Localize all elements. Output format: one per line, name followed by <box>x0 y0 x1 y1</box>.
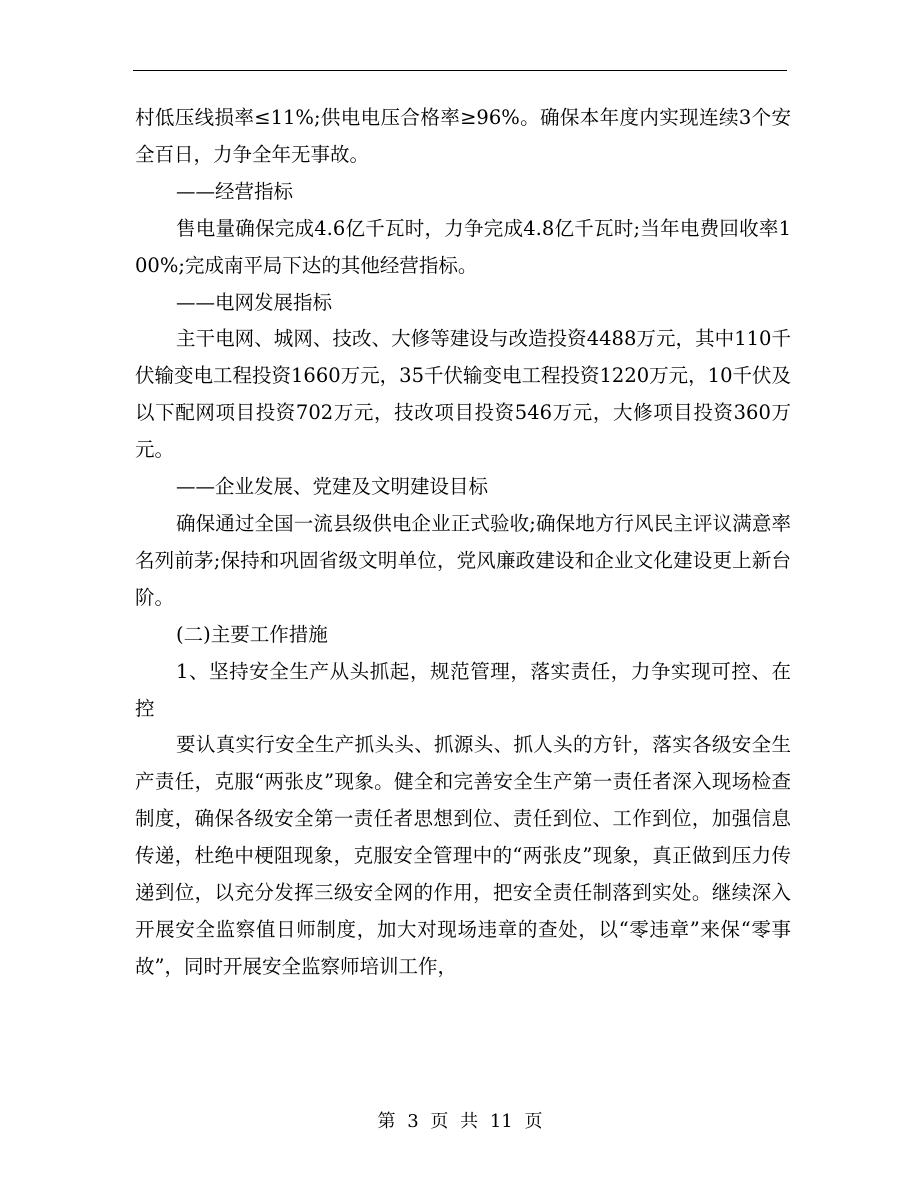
paragraph: 主干电网、城网、技改、大修等建设与改造投资4488万元，其中110千伏输变电工程投资1660万元，35千伏输变电工程投资1220万元，10千伏及以下配网项目投资702万元，技改项目投资546万元，大修项目投资360万元。 <box>135 327 791 462</box>
paragraph: 售电量确保完成4.6亿千瓦时，力争完成4.8亿千瓦时;当年电费回收率100%;完成南平局下达的其他经营指标。 <box>135 216 791 277</box>
paragraph: 确保通过全国一流县级供电企业正式验收;确保地方行风民主评议满意率名列前茅;保持和巩固省级文明单位，党风廉政建设和企业文化建设更上新台阶。 <box>135 511 791 609</box>
section-heading: (二)主要工作措施 <box>176 622 328 646</box>
paragraph: 要认真实行安全生产抓头头、抓源头、抓人头的方针，落实各级安全生产责任，克服“两张皮”现象。健全和完善安全生产第一责任者深入现场检查制度，确保各级安全第一责任者思想到位、责任到位、工作到位，加强信息传递，杜绝中梗阻现象，克服安全管理中的“两张皮”现象，真正做到压力传递到位，以充分发挥三级安全网的作用，把安全责任制落到实处。继续深入开展安全监察值日师制度，加大对现场违章的查处，以“零违章”来保“零事故”，同时开展安全监察师培训工作， <box>135 733 791 978</box>
section-heading: ——电网发展指标 <box>176 290 333 314</box>
paragraph: 村低压线损率≤11%;供电电压合格率≥96%。确保本年度内实现连续3个安全百日，力争全年无事故。 <box>135 106 791 166</box>
page-number: 第 3 页 共 11 页 <box>377 1111 543 1132</box>
section-heading: ——经营指标 <box>176 179 294 203</box>
document-body <box>135 100 791 986</box>
header-rule <box>133 70 787 71</box>
section-heading: ——企业发展、党建及文明建设目标 <box>176 475 489 499</box>
subsection-heading: 1、坚持安全生产从头抓起，规范管理，落实责任，力争实现可控、在控 <box>135 659 791 720</box>
